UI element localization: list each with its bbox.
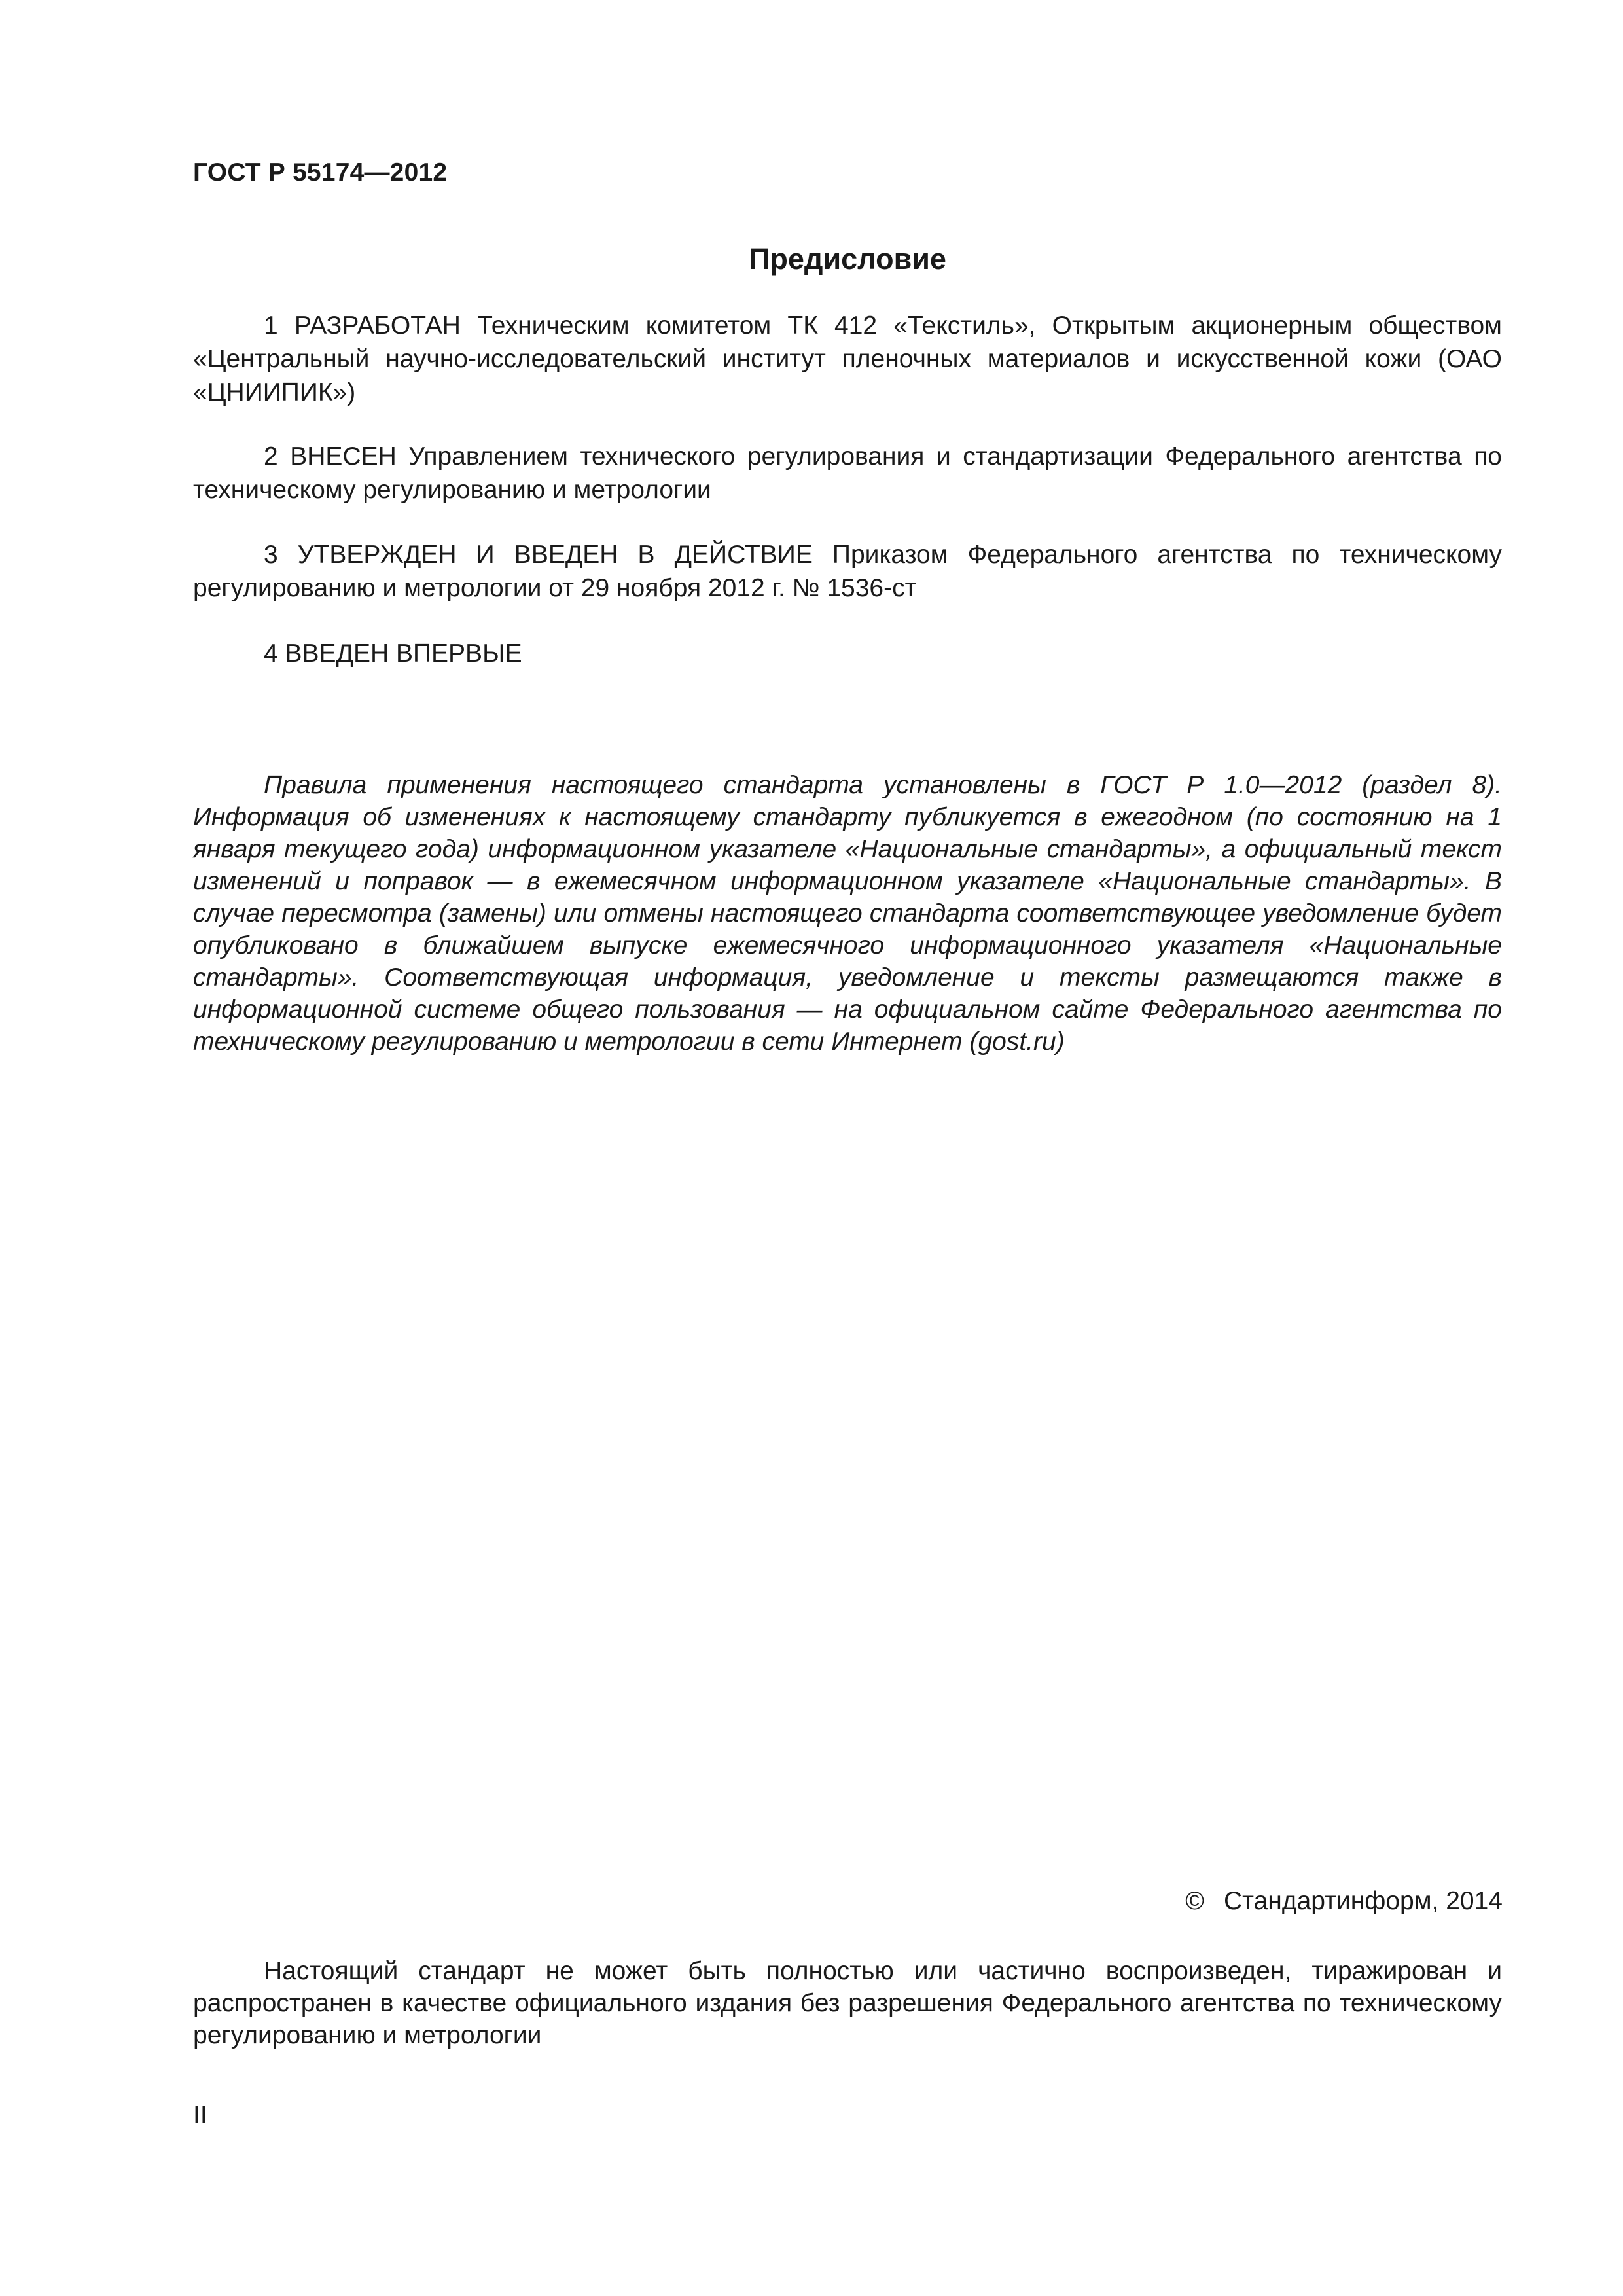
copyright-icon: © bbox=[1185, 1887, 1204, 1915]
copyright-line bbox=[1185, 1887, 1503, 1916]
foreword-item-approved: 3 УТВЕРЖДЕН И ВВЕДЕН В ДЕЙСТВИЕ Приказом Федерального агентства по техническому регулированию и метрологии от 29 ноября 2012 г. № 1536-ст bbox=[193, 541, 1502, 602]
page-number: II bbox=[193, 2101, 207, 2129]
foreword-item-developed: 1 РАЗРАБОТАН Техническим комитетом ТК 412 «Текстиль», Открытым акционерным обществом «Центральный научно-исследовательский институт пленочных материалов и искусственной кожи (ОАО «ЦНИИПИК») bbox=[193, 312, 1502, 406]
reprint-notice: Настоящий стандарт не может быть полностью или частично воспроизведен, тиражирован и распространен в качестве официального издания без разрешения Федерального агентства по техническому регулированию и метрологии bbox=[193, 1957, 1502, 2049]
foreword-item-introduced: 4 ВВЕДЕН ВПЕРВЫЕ bbox=[264, 639, 522, 668]
foreword-item-submitted: 2 ВНЕСЕН Управлением технического регулирования и стандартизации Федерального агентства по техническому регулированию и метрологии bbox=[193, 442, 1502, 504]
document-code: ГОСТ Р 55174—2012 bbox=[193, 158, 448, 187]
rules-application-note: Правила применения настоящего стандарта установлены в ГОСТ Р 1.0—2012 (раздел 8). Информация об изменениях к настоящему стандарту публикуется в ежегодном (по состоянию на 1 января текущего года) информационном указателе «Национальные стандарты», а официальный текст изменений и поправок — в ежемесячном информационном указателе «Национальные стандарты». В случае пересмотра (замены) или отмены настоящего стандарта соответствующее уведомление будет опубликовано в ближайшем выпуске ежемесячного информационного указателя «Национальные стандарты». Соответствующая информация, уведомление и тексты размещаются также в информационной системе общего пользования — на официальном сайте Федерального агентства по техническому регулированию и метрологии в сети Интернет (gost.ru) bbox=[193, 771, 1502, 1056]
section-title: Предисловие bbox=[749, 242, 946, 276]
copyright-text: Стандартинформ, 2014 bbox=[1224, 1887, 1503, 1915]
